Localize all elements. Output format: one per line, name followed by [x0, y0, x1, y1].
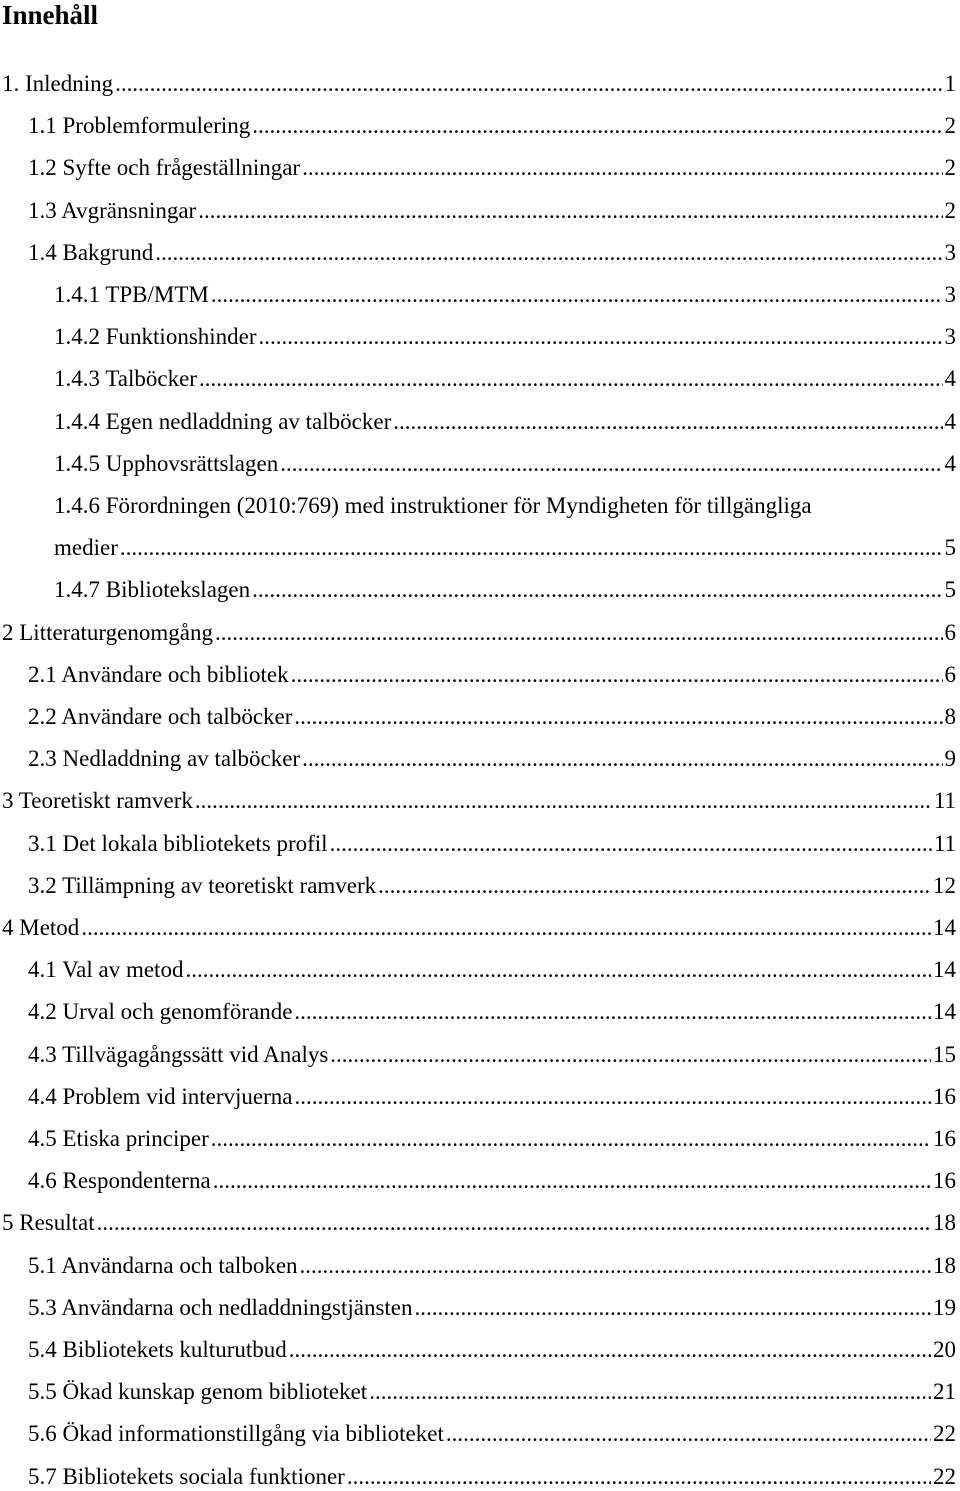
toc-page-number: 15 [933, 1041, 956, 1067]
toc-entry-text: medier [54, 535, 118, 561]
dot-leader [369, 1378, 931, 1406]
toc-page-number: 5 [944, 535, 956, 561]
toc-entry-text: 3 Teoretiskt ramverk [2, 788, 193, 814]
toc-entry-text: 2.2 Användare och talböcker [28, 704, 293, 729]
toc-page-number: 6 [944, 619, 956, 645]
toc-page-number: 14 [933, 915, 956, 940]
toc-entry[interactable] [28, 703, 956, 731]
toc-page-number: 1 [944, 71, 956, 96]
dot-leader [120, 534, 943, 562]
dot-leader [300, 1252, 931, 1280]
toc-entry-text: 1.1 Problemformulering [28, 113, 251, 139]
toc-entry[interactable] [28, 1294, 956, 1322]
toc-entry[interactable] [28, 1336, 956, 1364]
toc-entry-text: 1.2 Syfte och frågeställningar [28, 155, 301, 181]
toc-entry-text: 1.4.5 Upphovsrättslagen [54, 450, 279, 476]
toc-page-number: 4 [944, 450, 956, 476]
toc-entry[interactable] [28, 745, 956, 773]
toc-page-number: 19 [933, 1294, 956, 1320]
toc-page-number: 5 [944, 577, 956, 603]
toc-entry[interactable] [2, 619, 956, 647]
toc-entry-text: 1. Inledning [2, 71, 114, 96]
toc-page-number: 4 [944, 408, 956, 434]
dot-leader [259, 323, 943, 351]
toc-entry-text: 1.4.1 TPB/MTM [54, 282, 209, 307]
dot-leader [294, 703, 942, 731]
dot-leader [199, 365, 943, 393]
toc-entry[interactable] [54, 450, 956, 478]
toc-entry-text: 1.4 Bakgrund [28, 239, 154, 265]
toc-entry[interactable] [54, 281, 956, 309]
dot-leader [115, 70, 942, 98]
toc-page-number: 20 [933, 1337, 956, 1362]
toc-entry-text: 1.4.4 Egen nedladdning av talböcker [54, 408, 392, 434]
toc-entry[interactable] [28, 661, 956, 689]
toc-entry-text: 4.6 Respondenterna [28, 1168, 211, 1194]
toc-entry[interactable] [28, 1041, 956, 1069]
toc-entry-text: 1.4.3 Talböcker [54, 366, 197, 392]
toc-entry[interactable] [2, 787, 956, 815]
toc-entry[interactable] [28, 1083, 956, 1111]
toc-page-number: 21 [933, 1379, 956, 1405]
toc-page-number: 8 [944, 704, 956, 729]
toc-entry[interactable] [54, 534, 956, 562]
dot-leader [97, 1209, 931, 1237]
toc-entry-text: 1.3 Avgränsningar [28, 197, 197, 223]
toc-page-number: 16 [933, 1126, 956, 1151]
toc-page-number: 11 [933, 830, 956, 856]
toc-entry[interactable] [28, 872, 956, 900]
toc-page-number: 4 [944, 366, 956, 392]
toc-entry-text-line: 1.4.6 Förordningen (2010:769) med instruktioner för Myndigheten för tillgängliga [54, 493, 812, 518]
dot-leader [446, 1420, 931, 1448]
toc-page-number: 16 [933, 1168, 956, 1194]
toc-entry[interactable] [28, 830, 956, 858]
dot-leader [211, 281, 943, 309]
toc-entry-text: 2 Litteraturgenomgång [2, 619, 213, 645]
toc-page-number: 2 [944, 155, 956, 181]
toc-page-number: 18 [933, 1210, 956, 1236]
toc-entry[interactable] [2, 70, 956, 98]
toc-entry[interactable] [28, 956, 956, 984]
toc-entry-text: 1.4.7 Bibliotekslagen [54, 577, 251, 603]
toc-entry-text: 1.4.2 Funktionshinder [54, 324, 257, 350]
toc-entry[interactable] [28, 1463, 956, 1491]
dot-leader [252, 576, 942, 604]
dot-leader [252, 112, 942, 140]
toc-entry[interactable] [54, 323, 956, 351]
toc-entry[interactable] [54, 408, 956, 436]
dot-leader [302, 745, 942, 773]
toc-page-number: 11 [933, 788, 956, 814]
toc-entry-text: 4.4 Problem vid intervjuerna [28, 1083, 293, 1109]
toc-entry[interactable] [28, 197, 956, 225]
toc-page-number: 3 [944, 282, 956, 307]
toc-page-number: 16 [933, 1083, 956, 1109]
toc-entry-text: 4.1 Val av metod [28, 957, 184, 983]
toc-entry[interactable] [28, 112, 956, 140]
dot-leader [415, 1294, 931, 1322]
toc-page-number: 6 [944, 661, 956, 687]
toc-entry[interactable] [28, 998, 956, 1026]
dot-leader [198, 197, 942, 225]
dot-leader [215, 619, 943, 647]
toc-entry-text: 5 Resultat [2, 1210, 95, 1236]
toc-entry[interactable] [28, 1420, 956, 1448]
toc-page-number: 22 [933, 1463, 956, 1489]
dot-leader [393, 408, 942, 436]
toc-entry-text: 5.3 Användarna och nedladdningstjänsten [28, 1294, 413, 1320]
dot-leader [195, 787, 932, 815]
toc-entry-text: 5.6 Ökad informationstillgång via biblioteket [28, 1421, 444, 1447]
toc-entry-text: 3.1 Det lokala bibliotekets profil [28, 830, 328, 856]
toc-entry[interactable] [28, 1125, 956, 1153]
toc-entry-text: 5.5 Ökad kunskap genom biblioteket [28, 1379, 368, 1405]
dot-leader [211, 1125, 931, 1153]
dot-leader [155, 239, 942, 267]
dot-leader [302, 154, 942, 182]
toc-page-number: 9 [944, 746, 956, 772]
toc-entry-text: 5.1 Användarna och talboken [28, 1252, 298, 1278]
dot-leader [378, 872, 931, 900]
toc-entry-text: 5.7 Bibliotekets sociala funktioner [28, 1463, 345, 1489]
toc-entry[interactable] [2, 914, 956, 942]
dot-leader [330, 1041, 931, 1069]
toc-page-number: 22 [933, 1421, 956, 1447]
dot-leader [289, 1336, 931, 1364]
toc-entry[interactable] [54, 365, 956, 393]
dot-leader [294, 1083, 931, 1111]
toc-entry[interactable] [28, 1252, 956, 1280]
toc-entry-text: 3.2 Tillämpning av teoretiskt ramverk [28, 872, 377, 898]
toc-entry-text: 2.3 Nedladdning av talböcker [28, 746, 301, 772]
dot-leader [347, 1463, 931, 1491]
toc-entry-text: 2.1 Användare och bibliotek [28, 661, 289, 687]
toc-entry-text: 5.4 Bibliotekets kulturutbud [28, 1337, 287, 1362]
dot-leader [213, 1167, 931, 1195]
page-title: Innehåll [2, 0, 99, 30]
dot-leader [280, 450, 942, 478]
toc-entry[interactable] [28, 154, 956, 182]
toc-page-number: 2 [944, 113, 956, 139]
toc-page-number: 3 [944, 324, 956, 350]
toc-page-number: 14 [933, 999, 956, 1025]
toc-entry-text: 4 Metod [2, 915, 80, 940]
toc-page-number: 3 [944, 239, 956, 265]
dot-leader [81, 914, 931, 942]
toc-page-number: 2 [944, 197, 956, 223]
toc-entry[interactable] [28, 1378, 956, 1406]
toc-entry-text: 4.5 Etiska principer [28, 1126, 209, 1151]
dot-leader [185, 956, 931, 984]
toc-entry[interactable] [54, 576, 956, 604]
dot-leader [294, 998, 931, 1026]
toc-entry-text: 4.3 Tillvägagångssätt vid Analys [28, 1041, 329, 1067]
toc-page-number: 18 [933, 1252, 956, 1278]
toc-page-number: 14 [933, 957, 956, 983]
toc-entry[interactable] [28, 1167, 956, 1195]
toc-entry[interactable] [2, 1209, 956, 1237]
dot-leader [330, 830, 932, 858]
toc-entry-text: 4.2 Urval och genomförande [28, 999, 293, 1025]
toc-page-number: 12 [933, 872, 956, 898]
toc-entry[interactable] [28, 239, 956, 267]
dot-leader [291, 661, 943, 689]
